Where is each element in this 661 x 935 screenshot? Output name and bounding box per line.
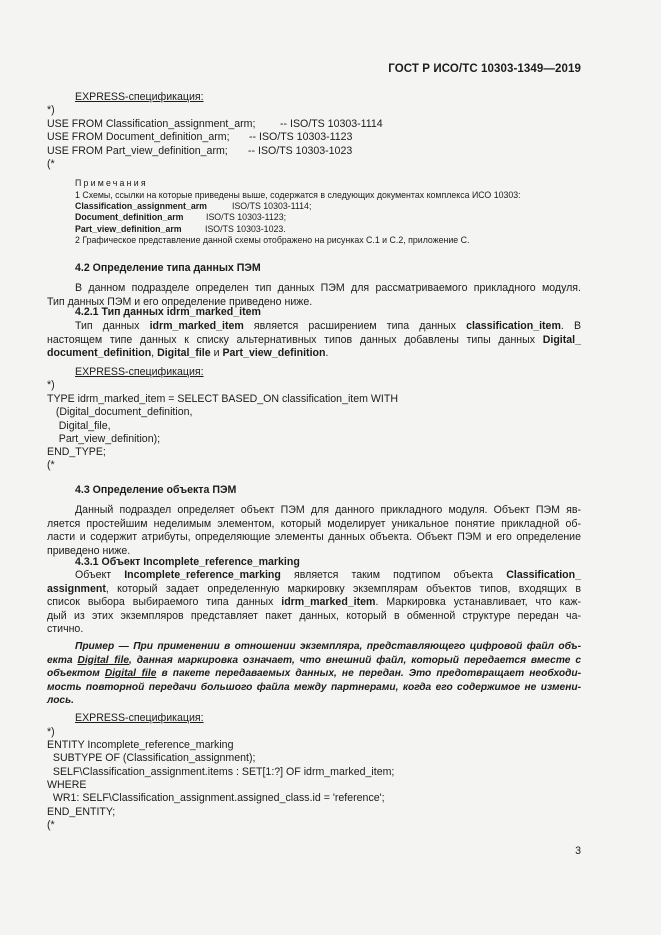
text: . <box>325 347 329 360</box>
code-line: TYPE idrm_marked_item = SELECT BASED_ON classification_item WITH <box>47 393 398 405</box>
code-comment: -- ISO/TS 10303-1023 <box>248 145 353 157</box>
text-line <box>47 596 581 610</box>
term: Digital_ <box>542 333 581 346</box>
paragraph <box>47 504 581 558</box>
text: и <box>210 347 223 360</box>
code-line: (* <box>47 459 55 471</box>
text-line <box>47 320 581 334</box>
term: idrm_marked_item <box>149 320 244 332</box>
subsection-heading-4-3-1: 4.3.1 Объект Incomplete_reference_marking <box>75 556 300 568</box>
text-line <box>47 569 581 583</box>
notes-title: Примечания <box>75 178 148 188</box>
text: объектом <box>47 668 105 680</box>
text-line <box>47 347 581 361</box>
page-number: 3 <box>575 845 581 857</box>
code-line: WR1: SELF\Classification_assignment.assigned_class.id = 'reference'; <box>47 792 385 804</box>
text-line: дый из этих экземпляров представляет пакет данных, который в обменной структуре передан ча- <box>47 609 581 622</box>
express-label: EXPRESS-спецификация: <box>75 91 204 103</box>
text-line: ласти и содержит атрибуты, определяющие элементы данных объекта. Объект ПЭМ и его определение <box>47 531 581 544</box>
text: . В <box>560 320 582 332</box>
note-ref-name: Part_view_definition_arm <box>75 224 182 234</box>
note-1: 1 Схемы, ссылки на которые приведены выше, содержатся в следующих документах комплекса ИСО 10303: <box>75 190 521 200</box>
section-heading-4-2: 4.2 Определение типа данных ПЭМ <box>75 262 261 274</box>
text: екта <box>47 654 78 666</box>
text: список выбора выбираемого типа данных <box>47 596 282 609</box>
text: Тип данных <box>75 320 150 332</box>
code-line: END_ENTITY; <box>47 806 116 818</box>
note-ref-doc: ISO/TS 10303-1023. <box>205 224 286 234</box>
text: настоящем типе данных к списку альтернативных типов данных добавлены типы данных <box>47 333 543 346</box>
subsection-heading-4-2-1: 4.2.1 Тип данных idrm_marked_item <box>75 306 261 318</box>
code-line: (* <box>47 158 55 170</box>
note-ref-name: Document_definition_arm <box>75 212 184 222</box>
note-ref-name: Classification_assignment_arm <box>75 201 208 211</box>
note-ref-doc: ISO/TS 10303-1123; <box>206 212 287 222</box>
text: , данная маркировка означает, что внешний файл, который передается вместе с <box>129 654 581 666</box>
text-line: ляется простейшим неделимым элементом, который моделирует уникальное понятие прикладной об- <box>47 517 581 530</box>
term: assignment <box>47 582 106 595</box>
term: document_definition <box>47 347 152 360</box>
code-comment: -- ISO/TS 10303-1123 <box>249 131 353 143</box>
code-line: *) <box>47 104 55 116</box>
text-line: Данный подраздел определяет объект ПЭМ для данного прикладного модуля. Объект ПЭМ яв- <box>75 504 581 516</box>
code-line: USE FROM Classification_assignment_arm; <box>47 118 256 130</box>
text-line: лось. <box>47 695 74 707</box>
text: является таким подтипом объекта <box>280 569 507 581</box>
term: Incomplete_reference_marking <box>124 569 281 581</box>
text-line: Пример — При применении в отношении экземпляра, представляющего цифровой файл объ- <box>75 641 581 652</box>
term: Digital_file <box>77 654 129 666</box>
code-line: Part_view_definition); <box>47 433 161 445</box>
text: является расширением типа данных <box>243 320 467 332</box>
text-line <box>47 334 581 348</box>
note-2: 2 Графическое представление данной схемы отображено на рисунках C.1 и C.2, приложение C. <box>75 235 470 245</box>
code-line: ENTITY Incomplete_reference_marking <box>47 739 234 751</box>
express-label: EXPRESS-спецификация: <box>75 366 204 378</box>
term: Digital_file <box>157 347 211 360</box>
term: Digital_file <box>104 668 157 680</box>
code-line: Digital_file, <box>47 420 111 432</box>
express-label: EXPRESS-спецификация: <box>75 712 204 724</box>
text-line: стично. <box>47 623 84 636</box>
code-line: END_TYPE; <box>47 446 106 458</box>
term: Classification_ <box>506 569 581 581</box>
text-line: В данном подразделе определен тип данных ПЭМ для рассматриваемого прикладного модуля. <box>75 282 581 294</box>
code-line: USE FROM Document_definition_arm; <box>47 131 230 143</box>
text-line: мость повторной передачи большого файла между партнерами, когда его содержимое не измени- <box>47 681 581 693</box>
text-line <box>47 583 581 597</box>
text: в пакете передаваемых данных, не передан. Это предотвращает необходи- <box>156 668 582 680</box>
term: Part_view_definition <box>222 347 326 360</box>
code-line: *) <box>47 379 55 391</box>
code-line: *) <box>47 726 55 738</box>
term: classification_item <box>466 320 561 332</box>
code-line: SELF\Classification_assignment.items : SET[1:?] OF idrm_marked_item; <box>47 766 395 778</box>
text-line <box>47 654 581 668</box>
note-ref-doc: ISO/TS 10303-1114; <box>232 201 312 211</box>
section-heading-4-3: 4.3 Определение объекта ПЭМ <box>75 484 237 496</box>
text: . Маркировка устанавливает, что каж- <box>375 596 582 609</box>
term: idrm_marked_item <box>281 596 376 609</box>
code-comment: -- ISO/TS 10303-1114 <box>280 118 383 130</box>
text: Объект <box>75 569 125 581</box>
paragraph <box>47 320 581 361</box>
text: , <box>151 347 158 360</box>
code-line: (* <box>47 819 55 831</box>
text-line: приведено ниже. <box>47 544 131 557</box>
code-line: WHERE <box>47 779 87 791</box>
code-line: SUBTYPE OF (Classification_assignment); <box>47 752 256 764</box>
paragraph <box>47 569 581 637</box>
text-line <box>47 667 581 681</box>
text: , который задает определенную маркировку экземплярам объектов типов, входящих в <box>105 582 581 595</box>
example-paragraph <box>47 640 581 708</box>
document-header: ГОСТ Р ИСО/ТС 10303-1349—2019 <box>388 63 581 75</box>
code-line: (Digital_document_definition, <box>47 406 193 418</box>
text-line: Тип данных ПЭМ и его определение приведено ниже. <box>47 295 313 308</box>
code-line: USE FROM Part_view_definition_arm; <box>47 145 228 157</box>
